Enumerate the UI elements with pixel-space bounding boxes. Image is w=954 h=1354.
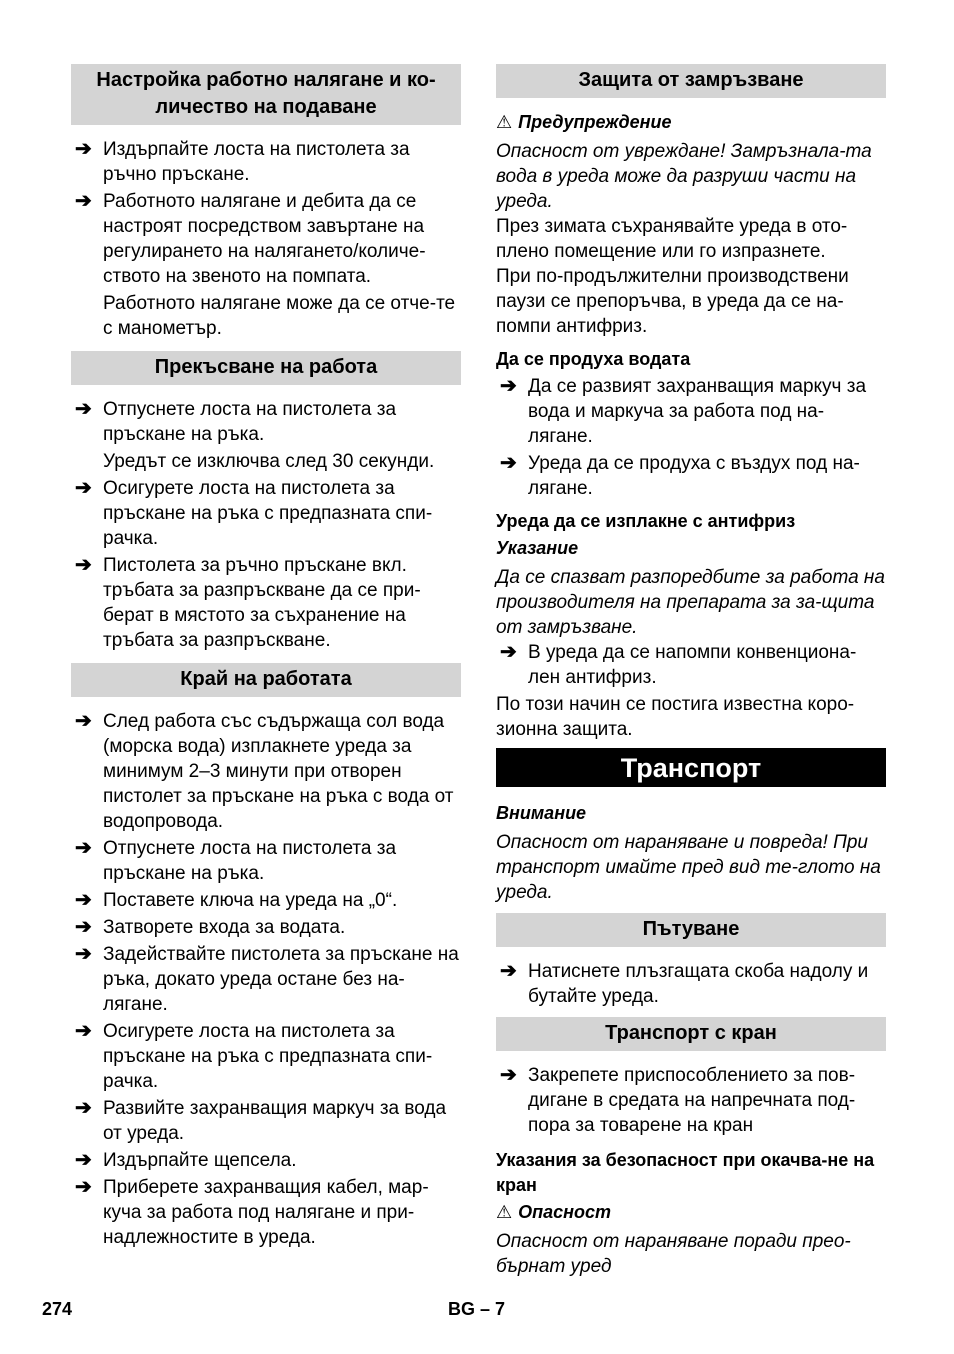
list-item: ➔ Поставете ключа на уреда на „0“. — [75, 889, 398, 911]
list-item: ➔ Осигурете лоста на пистолета за пръскане на ръка с предпазната спи-рачка. — [75, 477, 433, 549]
list-note: Работното налягане може да се отче-те с манометър. — [103, 293, 456, 339]
arrow-right-icon: ➔ — [75, 477, 92, 499]
arrow-right-icon: ➔ — [500, 1064, 517, 1086]
caution-text: Опасност от нараняване и повреда! При транспорт имайте пред вид те-глото на уреда. — [496, 832, 881, 903]
arrow-right-icon: ➔ — [75, 837, 92, 859]
page-number: 274 — [42, 1299, 73, 1319]
language-page-label: BG – 7 — [448, 1299, 506, 1319]
list-item: ➔ В уреда да се напомпи конвенциона-лен антифриз. — [500, 641, 857, 688]
warning-triangle-icon: ⚠ — [496, 112, 513, 132]
danger-text: Опасност от нараняване поради прео-бърнат уред — [496, 1231, 851, 1277]
arrow-right-icon: ➔ — [75, 943, 92, 965]
list-item: ➔ Затворете входа за водата. — [75, 916, 346, 938]
arrow-right-icon: ➔ — [75, 889, 92, 911]
body-text: През зимата съхранявайте уреда в ото-плено помещение или го изпразнете. — [496, 216, 848, 262]
note-label: Указание — [496, 538, 579, 558]
arrow-right-icon: ➔ — [75, 1149, 92, 1171]
arrow-right-icon: ➔ — [500, 375, 517, 397]
right-column — [496, 64, 886, 1279]
list-item: ➔ Издърпайте щепсела. — [75, 1149, 297, 1171]
list-item: ➔ След работа със съдържаща сол вода (морска вода) изплакнете уреда за минимум 2–3 минути при отворен пистолет за пръскане на ръка с вода от водопровода. — [75, 710, 454, 832]
arrow-right-icon: ➔ — [75, 398, 92, 420]
list-item: ➔ Отпуснете лоста на пистолета за пръскане на ръка. — [75, 837, 397, 884]
arrow-right-icon: ➔ — [75, 1020, 92, 1042]
caution-label: Внимание — [496, 803, 587, 823]
arrow-right-icon: ➔ — [75, 1097, 92, 1119]
list-item: ➔ Натиснете плъзгащата скоба надолу и бутайте уреда. — [500, 960, 869, 1007]
list-item: ➔ Приберете захранващия кабел, мар-куча за работа под налягане и при-надлежностите в уреда. — [75, 1176, 429, 1248]
list-item: ➔ Уреда да се продуха с въздух под на-лягане. — [500, 452, 860, 499]
list-note: Уредът се изключва след 30 секунди. — [103, 451, 435, 472]
list-item: ➔ Издърпайте лоста на пистолета за ръчно пръскане. — [75, 138, 410, 185]
arrow-right-icon: ➔ — [500, 641, 517, 663]
body-text: По този начин се постига известна коро-зионна защита. — [496, 694, 855, 740]
arrow-right-icon: ➔ — [500, 452, 517, 474]
arrow-right-icon: ➔ — [75, 710, 92, 732]
chapter-title-transport: Транспорт — [496, 748, 886, 787]
arrow-right-icon: ➔ — [75, 916, 92, 938]
arrow-right-icon: ➔ — [75, 138, 92, 160]
section-heading-frost: Защита от замръзване — [496, 64, 886, 98]
note-text: Да се спазват разпоредбите за работа на производителя на препарата за за-щита от замръзване. — [496, 567, 885, 638]
danger-label: ⚠ Опасност — [496, 1200, 886, 1225]
section-heading-interrupt: Прекъсване на работа — [71, 351, 461, 385]
list-item: ➔ Осигурете лоста на пистолета за пръскане на ръка с предпазната спи-рачка. — [75, 1020, 433, 1092]
section-heading-travel: Пътуване — [496, 913, 886, 947]
warning-triangle-icon: ⚠ — [496, 1202, 513, 1222]
list-item: ➔ Отпуснете лоста на пистолета за пръскане на ръка. — [75, 398, 397, 445]
warning-text: Опасност от увреждане! Замръзнала-та вода в уреда може да разруши части на уреда. — [496, 141, 872, 212]
list-item: ➔ Закрепете приспособлението за пов-дигане в средата на напречната под-пора за товарене на кран — [500, 1064, 856, 1136]
list-item: ➔ Да се развият захранващия маркуч за вода и маркуча за работа под на-лягане. — [500, 375, 867, 447]
list-item: ➔ Развийте захранващия маркуч за вода от уреда. — [75, 1097, 447, 1144]
subheading-crane-safety: Указания за безопасност при окачва-не на кран — [496, 1150, 875, 1195]
list-item: ➔ Пистолета за ръчно пръскане вкл. тръбата за разпръскване да се при-берат в мястото за съхранение на тръбата за разпръскване. — [75, 554, 421, 651]
arrow-right-icon: ➔ — [75, 554, 92, 576]
section-heading-pressure: Настройка работно налягане и ко-личество на подаване — [71, 64, 461, 125]
warning-label: ⚠ Предупреждение — [496, 110, 886, 135]
body-text: При по-продължителни производствени паузи се препоръчва, в уреда да се на-помпи антифриз. — [496, 266, 849, 337]
subheading-blow-water: Да се продуха водата — [496, 349, 691, 369]
list-item: ➔ Работното налягане и дебита да се настроят посредством завъртане на регулирането на налягането/количе-ството на звеното на помпата. — [75, 190, 426, 287]
arrow-right-icon: ➔ — [75, 190, 92, 212]
subheading-antifreeze: Уреда да се изплакне с антифриз — [496, 511, 796, 531]
left-column — [71, 64, 461, 1252]
section-heading-end-work: Край на работата — [71, 663, 461, 697]
arrow-right-icon: ➔ — [500, 960, 517, 982]
section-heading-crane: Транспорт с кран — [496, 1017, 886, 1051]
list-item: ➔ Задействайте пистолета за пръскане на ръка, докато уреда остане без на-лягане. — [75, 943, 459, 1015]
arrow-right-icon: ➔ — [75, 1176, 92, 1198]
